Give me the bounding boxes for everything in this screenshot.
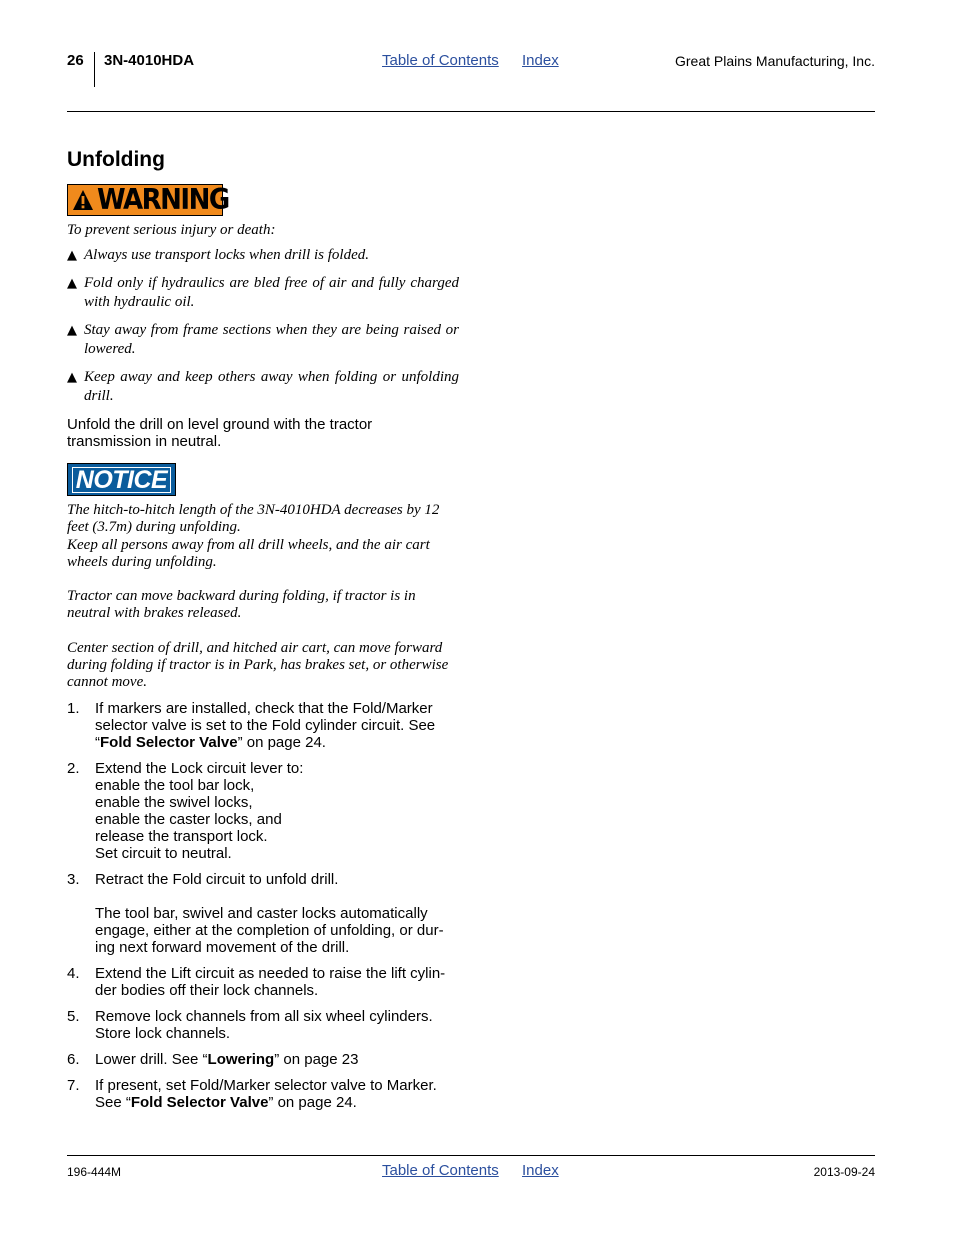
- header-index-link[interactable]: Index: [522, 52, 559, 69]
- step-item: 3. Retract the Fold circuit to unfold drill. The tool bar, swivel and caster locks automatically engage, either at the completion of unfolding, or dur-ing next forward movement of the drill.: [67, 871, 467, 956]
- bullet-triangle-icon: ▲: [67, 276, 77, 291]
- notice-paragraph: Keep all persons away from all drill wheels, and the air cart wheels during unfolding.: [67, 537, 430, 570]
- footer-toc-link[interactable]: Table of Contents: [382, 1162, 499, 1179]
- warning-bullet: ▲ Stay away from frame sections when they are being raised or lowered.: [67, 322, 459, 357]
- bullet-triangle-icon: ▲: [67, 248, 77, 263]
- intro-text: Unfold the drill on level ground with the tractor transmission in neutral.: [67, 416, 373, 450]
- notice-label: [67, 463, 176, 496]
- step-note: The tool bar, swivel and caster locks automatically engage, either at the completion of unfolding, or dur-ing next forward movement of the drill.: [95, 905, 444, 956]
- warning-intro: To prevent serious injury or death:: [67, 222, 276, 238]
- notice-paragraph: Tractor can move backward during folding, if tractor is in neutral with brakes released.: [67, 588, 416, 621]
- revision-date: 2013-09-24: [813, 1165, 875, 1179]
- footer-rule: [67, 1155, 875, 1156]
- warning-bullet: ▲ Keep away and keep others away when folding or unfolding drill.: [67, 369, 459, 404]
- warning-bullet: ▲ Fold only if hydraulics are bled free of air and fully charged with hydraulic oil.: [67, 275, 459, 310]
- cross-reference: Fold Selector Valve: [100, 734, 238, 751]
- cross-reference: Fold Selector Valve: [130, 1094, 269, 1111]
- footer-index-link[interactable]: Index: [522, 1162, 559, 1179]
- page-number: 26: [67, 52, 84, 69]
- company-name: Great Plains Manufacturing, Inc.: [675, 53, 875, 69]
- notice-paragraph: Center section of drill, and hitched air cart, can move forward during folding if tractor is in Park, has brakes set, or otherwise cannot move.: [67, 640, 449, 690]
- bullet-triangle-icon: ▲: [67, 370, 77, 385]
- header-rule: [67, 111, 875, 112]
- notice-paragraph: The hitch-to-hitch length of the 3N-4010HDA decreases by 12 feet (3.7m) during unfolding.: [67, 502, 440, 535]
- cross-reference: Lowering: [207, 1051, 275, 1068]
- bullet-triangle-icon: ▲: [67, 323, 77, 338]
- step-item: 2. Extend the Lock circuit lever to: enable the tool bar lock, enable the swivel locks, enable the caster locks, and release the transport lock. Set circuit to neutral.: [67, 760, 304, 862]
- warning-label: [67, 183, 229, 217]
- model-name: 3N-4010HDA: [104, 52, 195, 69]
- section-title: Unfolding: [67, 148, 165, 171]
- warning-triangle-icon: [72, 189, 94, 211]
- warning-bullet: ▲ Always use transport locks when drill is folded.: [67, 247, 369, 263]
- step-item: 1. If markers are installed, check that the Fold/Marker selector valve is set to the Fold cylinder circuit. See “Fold Selector Valve” on page 24.: [67, 700, 436, 751]
- step-item: 6. Lower drill. See “Lowering” on page 23: [67, 1051, 359, 1068]
- step-item: 7. If present, set Fold/Marker selector valve to Marker. See “Fold Selector Valve” on page 24.: [67, 1077, 437, 1111]
- warning-label-text: WARNING: [97, 183, 229, 217]
- procedure-steps: [67, 700, 467, 1120]
- step-item: 5. Remove lock channels from all six wheel cylinders. Store lock channels.: [67, 1008, 433, 1042]
- header-divider: [94, 52, 95, 87]
- header-toc-link[interactable]: Table of Contents: [382, 52, 499, 69]
- document-number: 196-444M: [67, 1165, 122, 1179]
- step-item: 4. Extend the Lift circuit as needed to raise the lift cylin-der bodies off their lock channels.: [67, 965, 446, 999]
- notice-label-text: NOTICE: [72, 467, 171, 493]
